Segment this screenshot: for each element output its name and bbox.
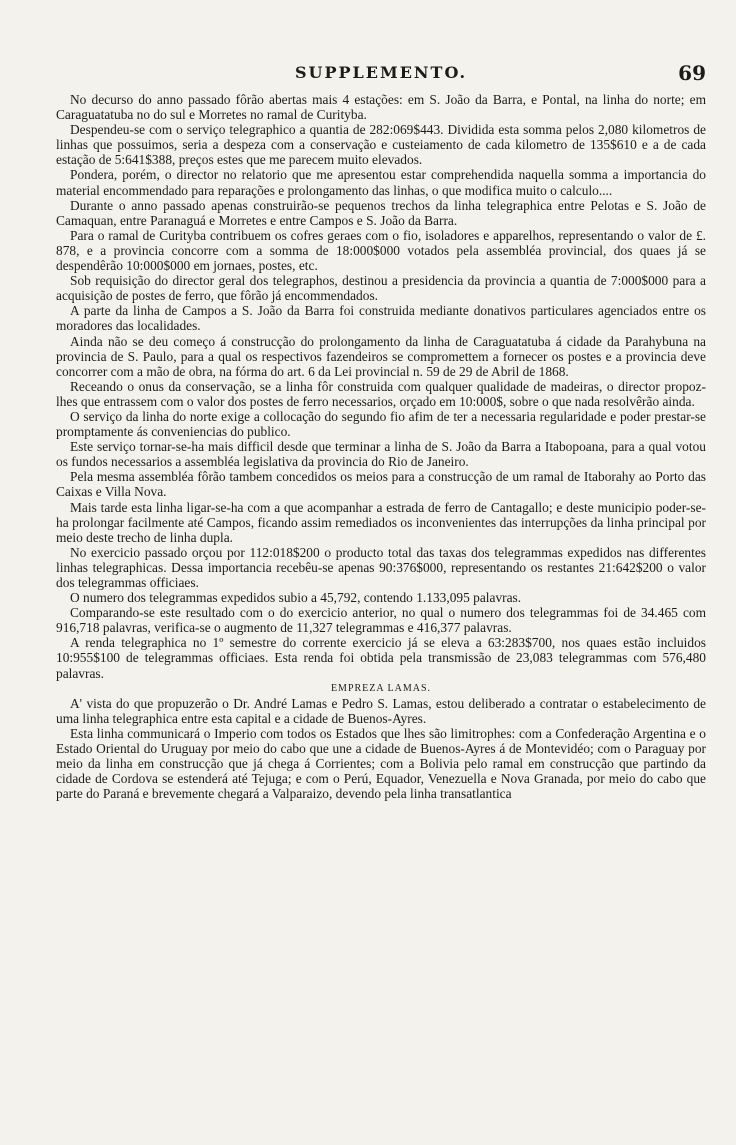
section-heading: EMPREZA LAMAS. <box>330 682 432 694</box>
paragraph: O numero dos telegrammas expedidos subio a 45,792, contendo 1.133,095 palavras. <box>70 590 522 606</box>
paragraph: Este serviço tornar-se-ha mais difficil desde que terminar a linha de S. João da Barra a Itabopoana, para a qual votou os fundos necessarios a assembléa legislativa da provincia do Rio de Janeiro. <box>56 439 706 470</box>
paragraph: No decurso do anno passado fôrão abertas mais 4 estações: em S. João da Barra, e Pontal, na linha do norte; em Caraguatatuba no do sul e Morretes no ramal de Curityba. <box>56 92 706 123</box>
paragraph: No exercicio passado orçou por 112:018$200 o producto total das taxas dos telegrammas expedidos nas differentes linhas telegraphicas. Dessa importancia recebêu-se apenas 90:376$000, representando os restantes 21:642$200 o valor dos telegrammas officiaes. <box>56 544 706 590</box>
paragraph: Pondera, porém, o director no relatorio que me apresentou estar comprehendida naquella somma a importancia do material encommendado para reparações e prolongamento das linhas, o que modifica muito o calculo.... <box>56 167 706 198</box>
body-text <box>56 92 706 801</box>
paragraph: Comparando-se este resultado com o do exercicio anterior, no qual o numero dos telegrammas foi de 34.465 com 916,718 palavras, verifica-se o augmento de 11,327 telegrammas e 416,377 palavras. <box>56 605 706 636</box>
paragraph: A' vista do que propuzerão o Dr. André Lamas e Pedro S. Lamas, estou deliberado a contratar o estabelecimento de uma linha telegraphica entre esta capital e a cidade de Buenos-Ayres. <box>56 695 706 726</box>
paragraph: Para o ramal de Curityba contribuem os cofres geraes com o fio, isoladores e apparelhos, representando o valor de £. 878, e a provincia concorre com a somma de 18:000$000 votados pela assembléa provincial, dos quaes já se despendêrão 10:000$000 em jornaes, postes, etc. <box>56 227 706 274</box>
paragraph: O serviço da linha do norte exige a collocação do segundo fio afim de ter a necessaria regularidade e poder prestar-se promptamente ás conveniencias do publico. <box>56 408 706 440</box>
page-title: SUPPLEMENTO. <box>294 63 468 82</box>
paragraph: Sob requisição do director geral dos telegraphos, destinou a presidencia da provincia a quantia de 7:000$000 para a acquisição de postes de ferro, que fôrão já encommendados. <box>56 273 706 304</box>
paragraph: Ainda não se deu começo á construcção do prolongamento da linha de Caraguatatuba á cidade da Parahybuna na provincia de S. Paulo, para a qual os respectivos fazendeiros se compromettem a fornecer os postes e a provincia deve concorrer com a mão de obra, na fórma do art. 6 da Lei provincial n. 59 de 29 de Abril de 1868. <box>56 333 706 379</box>
paragraph: Durante o anno passado apenas construirão-se pequenos trechos da linha telegraphica entre Pelotas e S. João de Camaquan, entre Paranaguá e Morretes e entre Campos e S. João da Barra. <box>56 197 706 228</box>
paragraph: Mais tarde esta linha ligar-se-ha com a que acompanhar a estrada de ferro de Cantagallo; e deste municipio poder-se-ha prolongar facilmente até Campos, ficando assim remediados os inconvenientes das interrupções da linha principal por meio deste trecho de linha dupla. <box>56 499 706 545</box>
paragraph: Despendeu-se com o serviço telegraphico a quantia de 282:069$443. Dividida esta somma pelos 2,080 kilometros de linhas que possuimos, seria a despeza com a conservação e custeiamento de cada kilometro de 135$610 e a de cada estação de 5:641$388, preços estes que me parecem muito elevados. <box>56 122 706 168</box>
paragraph: Esta linha communicará o Imperio com todos os Estados que lhes são limitrophes: com a Confederação Argentina e o Estado Oriental do Uruguay por meio do cabo que une a cidade de Buenos-Ayres á de Montevidéo; com o Paraguay por meio da linha em construcção que já chega á Corrientes; com a Bolivia pelo ramal em construcção que partindo da cidade de Cordova se estenderá até Tejuga; e com o Perú, Equador, Venezuella e Nova Granada, por meio do cabo que parte do Paraná e brevemente chegará a Valparaizo, devendo pela linha transatlantica <box>56 725 706 802</box>
running-head <box>56 58 706 92</box>
paragraph: A renda telegraphica no 1º semestre do corrente exercicio já se eleva a 63:283$700, nos quaes estão incluidos 10:955$100 de telegrammas officiaes. Esta renda foi obtida pela transmissão de 23,083 telegrammas com 576,480 palavras. <box>56 635 706 681</box>
paragraph: Pela mesma assembléa fôrão tambem concedidos os meios para a construcção de um ramal de Itaborahy ao Porto das Caixas e Villa Nova. <box>56 469 706 500</box>
paragraph: Receando o onus da conservação, se a linha fôr construida com qualquer qualidade de madeiras, o director propoz-lhes que entrassem com o valor dos postes de ferro necessarios, orçado em 10:000$, sobre o que nada resolvêrão ainda. <box>56 378 706 409</box>
document-page <box>56 58 706 1138</box>
paragraph: A parte da linha de Campos a S. João da Barra foi construida mediante donativos particulares agenciados entre os moradores das localidades. <box>56 303 706 334</box>
page-number: 69 <box>678 61 706 85</box>
